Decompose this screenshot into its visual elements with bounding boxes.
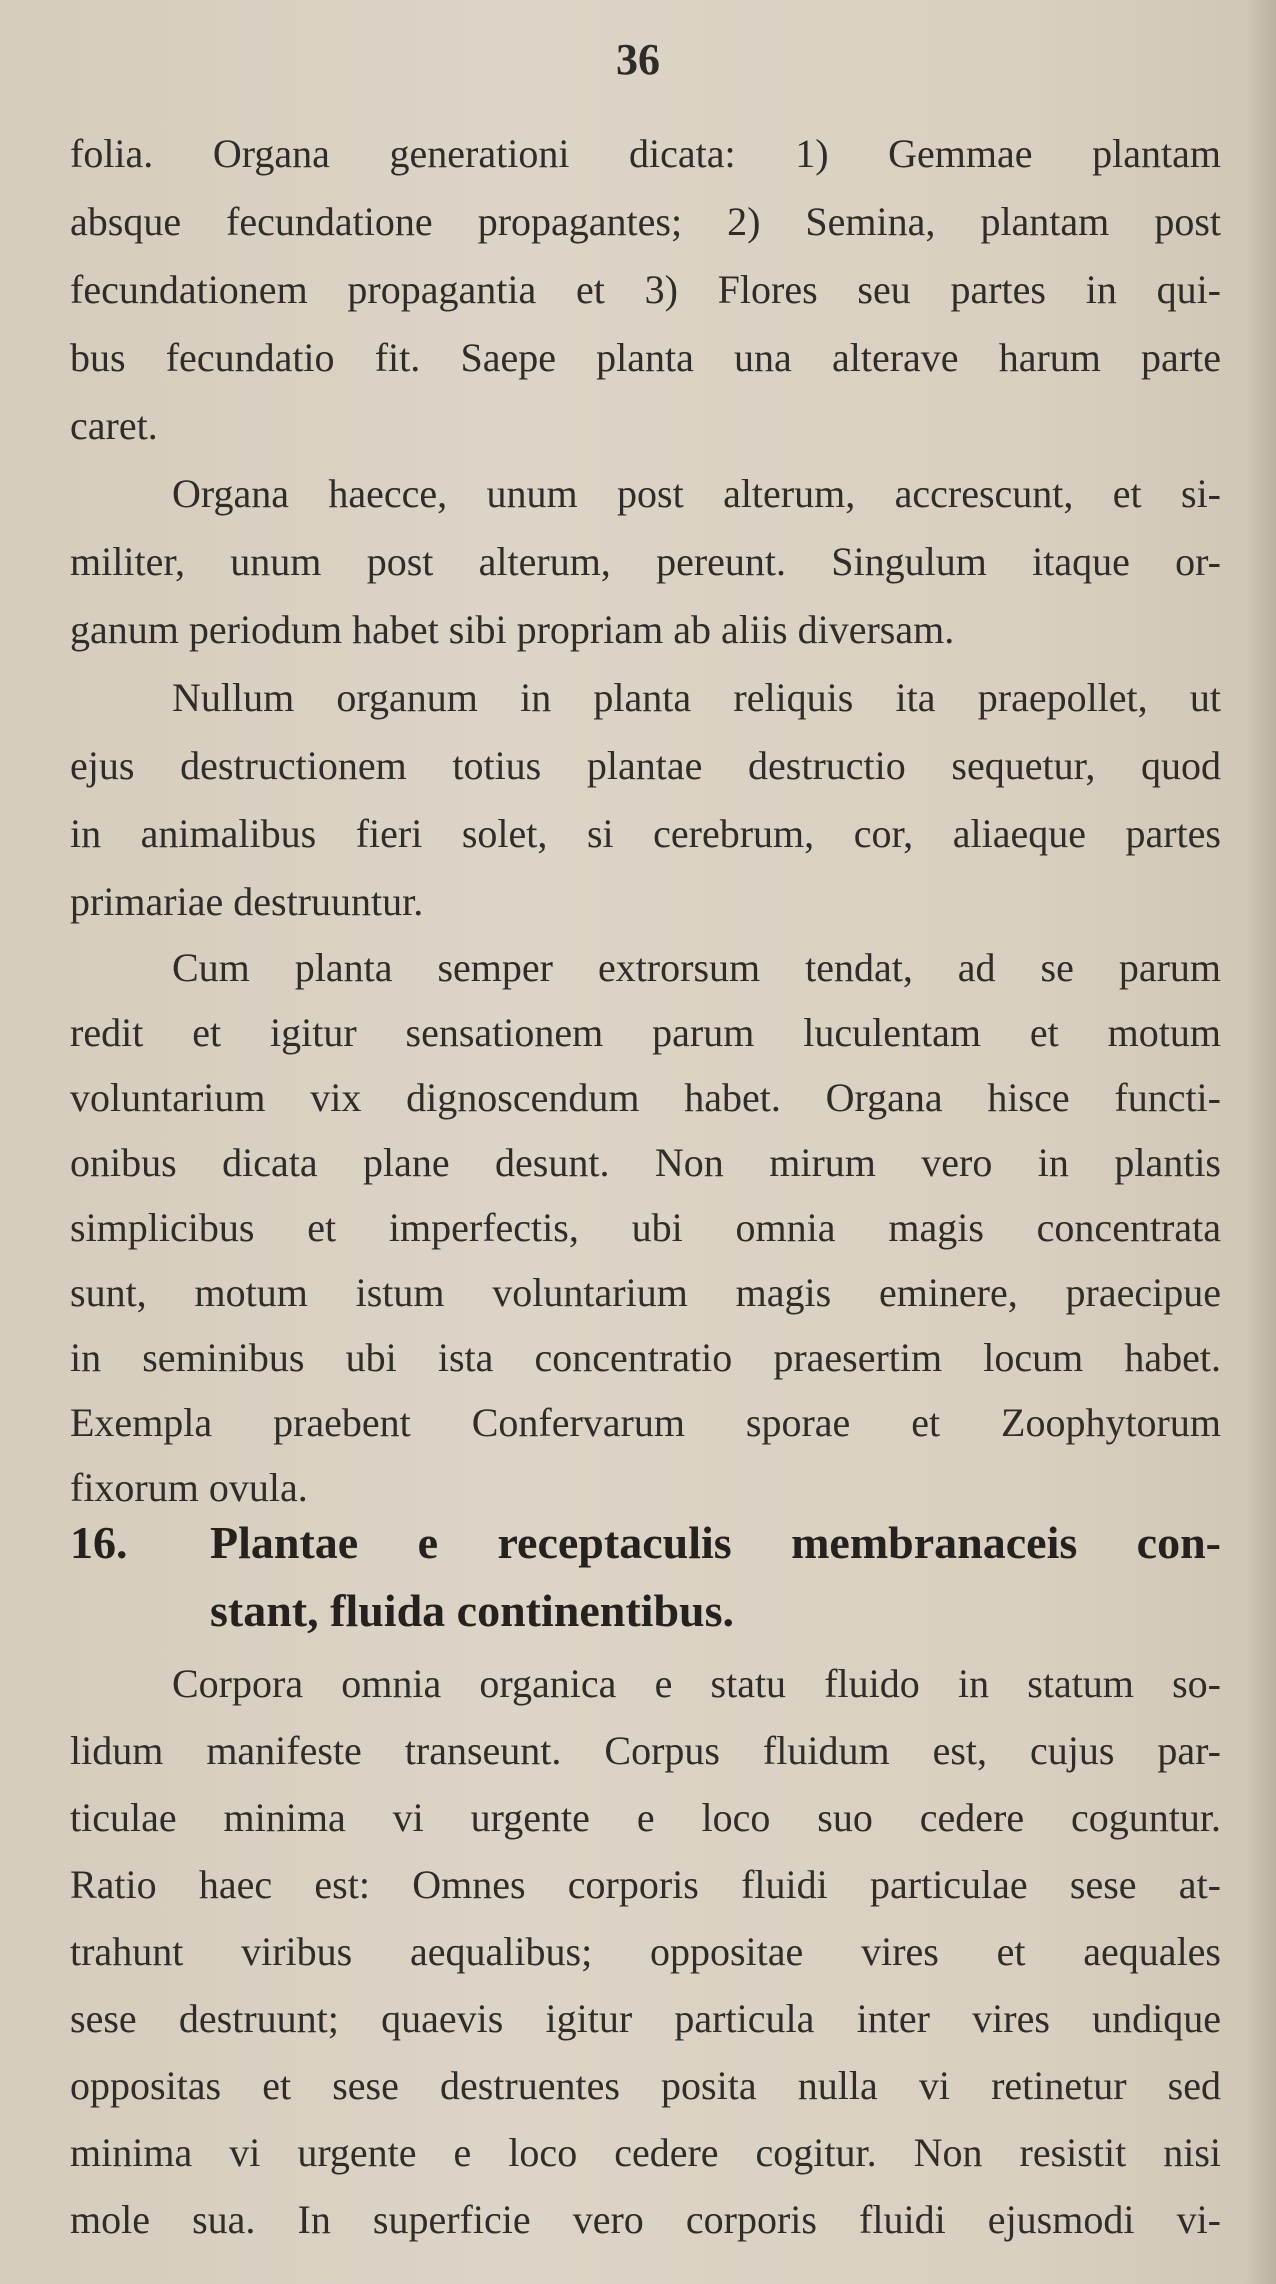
text-line: sese destruunt; quaevis igitur particula inter vires undique: [70, 1996, 1221, 2041]
page-number: 36: [616, 35, 660, 84]
text-line: caret.: [70, 403, 158, 448]
text-line: onibus dicata plane desunt. Non mirum vero in plantis: [70, 1140, 1221, 1185]
text-line: absque fecundatione propagantes; 2) Semina, plantam post: [70, 199, 1221, 244]
text-line: ganum periodum habet sibi propriam ab aliis diversam.: [70, 607, 955, 652]
text-line: sunt, motum istum voluntarium magis eminere, praecipue: [70, 1270, 1221, 1315]
text-line: folia. Organa generationi dicata: 1) Gemmae plantam: [70, 131, 1221, 176]
text-line: oppositas et sese destruentes posita nulla vi retinetur sed: [70, 2063, 1221, 2108]
text-line: bus fecundatio fit. Saepe planta una alterave harum parte: [70, 335, 1221, 380]
text-line: militer, unum post alterum, pereunt. Singulum itaque or-: [70, 539, 1221, 584]
text-line: Nullum organum in planta reliquis ita praepollet, ut: [172, 675, 1221, 720]
text-line: minima vi urgente e loco cedere cogitur. Non resistit nisi: [70, 2130, 1221, 2175]
text-line: redit et igitur sensationem parum luculentam et motum: [70, 1010, 1221, 1055]
text-line: voluntarium vix dignoscendum habet. Organa hisce functi-: [70, 1075, 1221, 1120]
section-heading: Plantae e receptaculis membranaceis con-: [210, 1517, 1221, 1568]
page-edge-shadow: [1246, 0, 1276, 2284]
text-line: Organa haecce, unum post alterum, accrescunt, et si-: [172, 471, 1221, 516]
text-line: ejus destructionem totius plantae destructio sequetur, quod: [70, 743, 1221, 788]
text-line: in animalibus fieri solet, si cerebrum, cor, aliaeque partes: [70, 811, 1221, 856]
text-line: Ratio haec est: Omnes corporis fluidi particulae sese at-: [70, 1862, 1221, 1907]
section-heading-continued: stant, fluida continentibus.: [210, 1585, 735, 1636]
text-line: Exempla praebent Confervarum sporae et Zoophytorum: [70, 1400, 1221, 1445]
text-line: Cum planta semper extrorsum tendat, ad se parum: [172, 945, 1221, 990]
text-line: fecundationem propagantia et 3) Flores seu partes in qui-: [70, 267, 1221, 312]
text-line: in seminibus ubi ista concentratio praesertim locum habet.: [70, 1335, 1221, 1380]
text-line: lidum manifeste transeunt. Corpus fluidum est, cujus par-: [70, 1728, 1221, 1773]
text-line: fixorum ovula.: [70, 1465, 308, 1510]
text-line: Corpora omnia organica e statu fluido in statum so-: [172, 1661, 1221, 1706]
text-line: ticulae minima vi urgente e loco suo cedere coguntur.: [70, 1795, 1221, 1840]
section-number: 16.: [70, 1517, 128, 1568]
text-line: mole sua. In superficie vero corporis fluidi ejusmodi vi-: [70, 2197, 1221, 2242]
text-line: simplicibus et imperfectis, ubi omnia magis concentrata: [70, 1205, 1221, 1250]
text-line: primariae destruuntur.: [70, 879, 424, 924]
text-line: trahunt viribus aequalibus; oppositae vires et aequales: [70, 1929, 1221, 1974]
